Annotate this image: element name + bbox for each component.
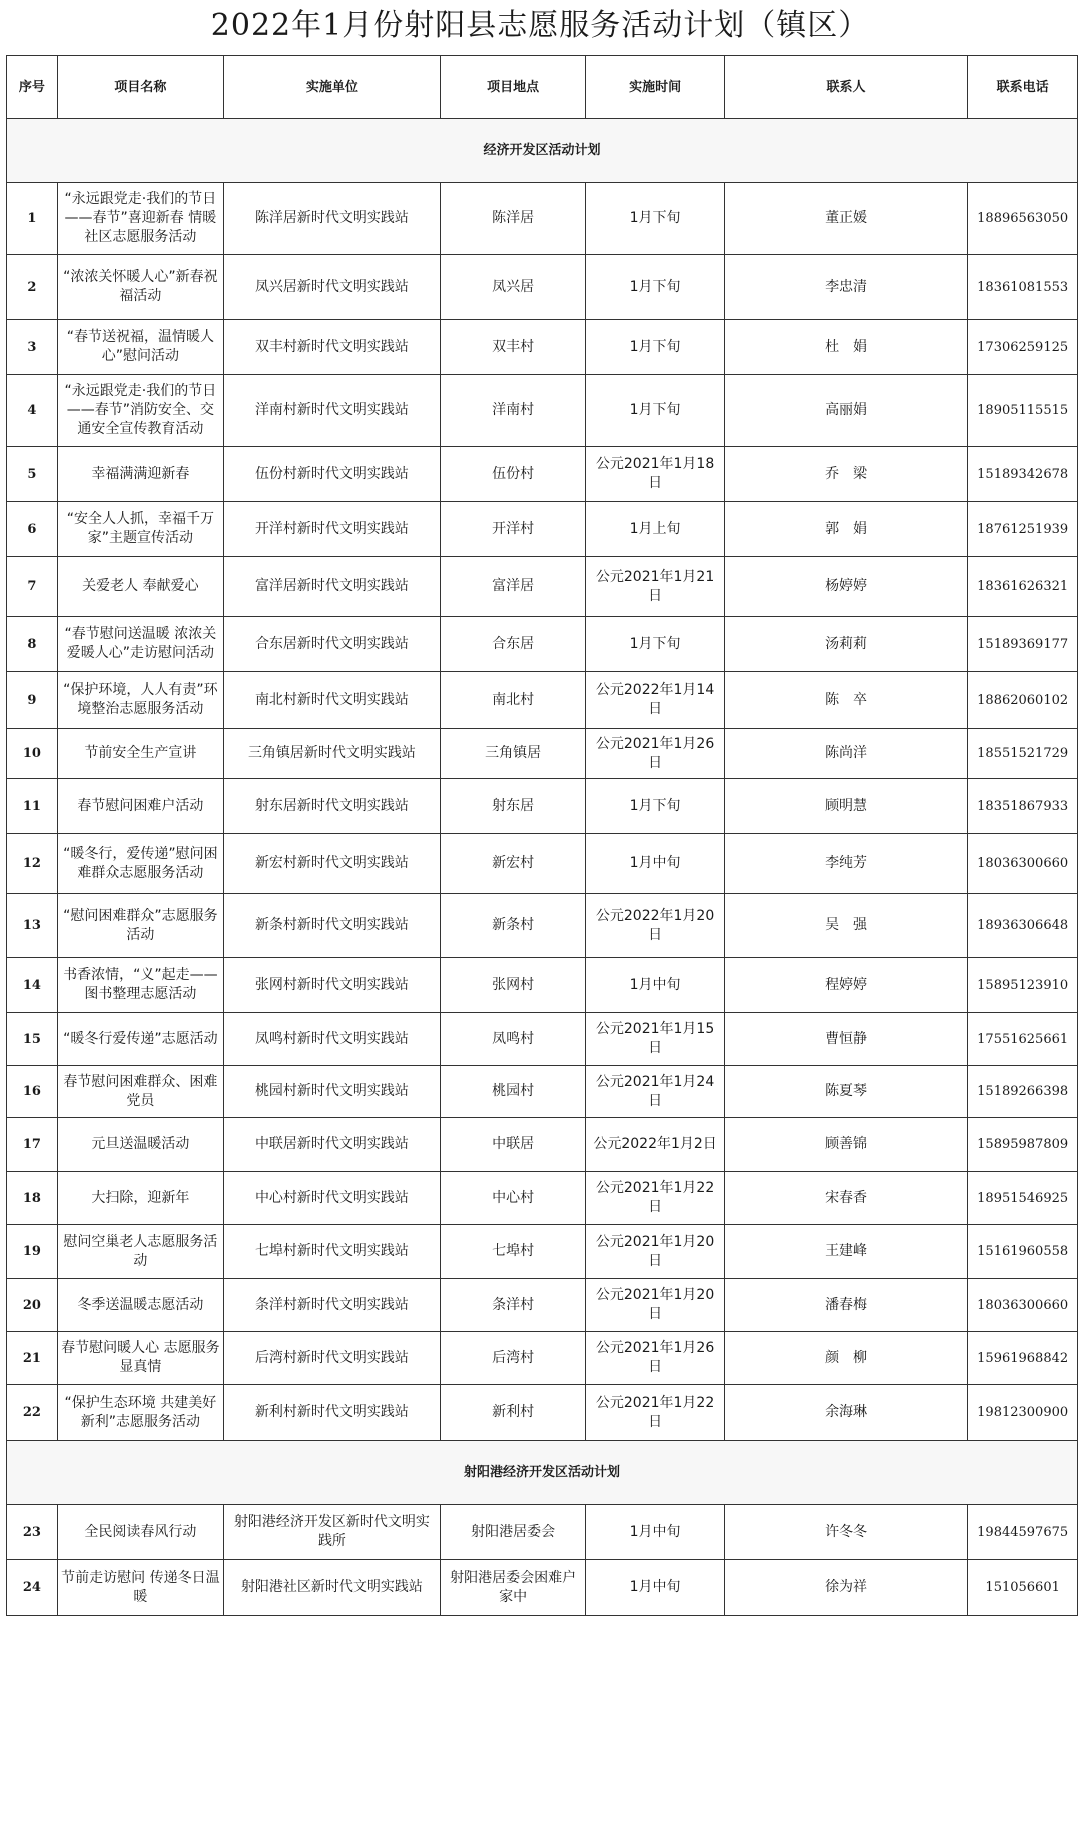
cell-no: 23 [7, 1505, 58, 1560]
cell-project-name: 大扫除，迎新年 [57, 1172, 223, 1225]
table-row [7, 1172, 1078, 1225]
table-row [7, 255, 1078, 320]
cell-project-name: “安全人人抓，幸福千万家”主题宣传活动 [57, 502, 223, 557]
cell-project-name: “春节送祝福，温情暖人心”慰问活动 [57, 320, 223, 375]
cell-phone: 18761251939 [968, 502, 1078, 557]
table-row [7, 1118, 1078, 1172]
cell-place: 射阳港居委会 [440, 1505, 585, 1560]
section-row [7, 119, 1078, 183]
cell-time: 公元2021年1月18日 [586, 447, 724, 502]
cell-no: 17 [7, 1118, 58, 1172]
cell-no: 13 [7, 894, 58, 958]
cell-time: 公元2021年1月24日 [586, 1066, 724, 1118]
cell-phone: 18862060102 [968, 672, 1078, 729]
cell-place: 射东居 [440, 779, 585, 834]
table-row [7, 729, 1078, 779]
cell-contact: 吴 强 [724, 894, 968, 958]
cell-phone: 18951546925 [968, 1172, 1078, 1225]
cell-project-name: “暖冬行，爱传递”慰问困难群众志愿服务活动 [57, 834, 223, 894]
cell-project-name: “永远跟党走·我们的节日——春节”消防安全、交通安全宣传教育活动 [57, 375, 223, 447]
cell-time: 公元2022年1月20日 [586, 894, 724, 958]
cell-place: 凤兴居 [440, 255, 585, 320]
cell-phone: 18036300660 [968, 1279, 1078, 1332]
header-unit: 实施单位 [223, 56, 440, 119]
cell-no: 24 [7, 1560, 58, 1616]
cell-unit: 三角镇居新时代文明实践站 [223, 729, 440, 779]
cell-contact: 曹恒静 [724, 1013, 968, 1066]
cell-project-name: 节前安全生产宣讲 [57, 729, 223, 779]
cell-unit: 张网村新时代文明实践站 [223, 958, 440, 1013]
cell-project-name: “春节慰问送温暖 浓浓关爱暖人心”走访慰问活动 [57, 617, 223, 672]
cell-unit: 富洋居新时代文明实践站 [223, 557, 440, 617]
cell-time: 公元2021年1月26日 [586, 729, 724, 779]
cell-phone: 15189266398 [968, 1066, 1078, 1118]
cell-contact: 陈 卒 [724, 672, 968, 729]
cell-project-name: 全民阅读春风行动 [57, 1505, 223, 1560]
cell-project-name: 节前走访慰问 传递冬日温暖 [57, 1560, 223, 1616]
cell-place: 张网村 [440, 958, 585, 1013]
cell-phone: 18036300660 [968, 834, 1078, 894]
cell-project-name: “暖冬行爱传递”志愿活动 [57, 1013, 223, 1066]
header-contact: 联系人 [724, 56, 968, 119]
cell-unit: 合东居新时代文明实践站 [223, 617, 440, 672]
cell-time: 1月中旬 [586, 1560, 724, 1616]
cell-no: 7 [7, 557, 58, 617]
cell-phone: 17306259125 [968, 320, 1078, 375]
cell-no: 3 [7, 320, 58, 375]
cell-contact: 陈夏琴 [724, 1066, 968, 1118]
cell-unit: 射东居新时代文明实践站 [223, 779, 440, 834]
cell-project-name: “永远跟党走·我们的节日——春节”喜迎新春 情暖社区志愿服务活动 [57, 183, 223, 255]
cell-phone: 15189369177 [968, 617, 1078, 672]
table-row [7, 1013, 1078, 1066]
cell-contact: 陈尚洋 [724, 729, 968, 779]
cell-no: 8 [7, 617, 58, 672]
table-row [7, 375, 1078, 447]
cell-contact: 潘春梅 [724, 1279, 968, 1332]
cell-unit: 中心村新时代文明实践站 [223, 1172, 440, 1225]
cell-place: 开洋村 [440, 502, 585, 557]
section-row [7, 1441, 1078, 1505]
cell-place: 射阳港居委会困难户家中 [440, 1560, 585, 1616]
table-row [7, 1225, 1078, 1279]
cell-no: 21 [7, 1332, 58, 1385]
cell-no: 15 [7, 1013, 58, 1066]
cell-place: 桃园村 [440, 1066, 585, 1118]
cell-unit: 射阳港社区新时代文明实践站 [223, 1560, 440, 1616]
cell-time: 公元2022年1月2日 [586, 1118, 724, 1172]
cell-project-name: 慰问空巢老人志愿服务活动 [57, 1225, 223, 1279]
cell-time: 公元2021年1月22日 [586, 1385, 724, 1441]
cell-phone: 15895987809 [968, 1118, 1078, 1172]
cell-contact: 宋春香 [724, 1172, 968, 1225]
cell-unit: 凤鸣村新时代文明实践站 [223, 1013, 440, 1066]
cell-place: 陈洋居 [440, 183, 585, 255]
cell-time: 公元2021年1月20日 [586, 1279, 724, 1332]
cell-unit: 条洋村新时代文明实践站 [223, 1279, 440, 1332]
cell-place: 中联居 [440, 1118, 585, 1172]
cell-phone: 18551521729 [968, 729, 1078, 779]
cell-place: 新利村 [440, 1385, 585, 1441]
cell-contact: 杨婷婷 [724, 557, 968, 617]
cell-unit: 双丰村新时代文明实践站 [223, 320, 440, 375]
table-row [7, 1505, 1078, 1560]
cell-unit: 新条村新时代文明实践站 [223, 894, 440, 958]
table-row [7, 617, 1078, 672]
cell-unit: 桃园村新时代文明实践站 [223, 1066, 440, 1118]
cell-phone: 19844597675 [968, 1505, 1078, 1560]
cell-no: 11 [7, 779, 58, 834]
cell-no: 4 [7, 375, 58, 447]
cell-contact: 杜 娟 [724, 320, 968, 375]
table-row [7, 502, 1078, 557]
cell-phone: 15161960558 [968, 1225, 1078, 1279]
cell-time: 1月下旬 [586, 375, 724, 447]
cell-time: 公元2021年1月22日 [586, 1172, 724, 1225]
table-row [7, 1332, 1078, 1385]
cell-unit: 开洋村新时代文明实践站 [223, 502, 440, 557]
cell-project-name: 书香浓情，“义”起走——图书整理志愿活动 [57, 958, 223, 1013]
table-row [7, 958, 1078, 1013]
cell-phone: 15895123910 [968, 958, 1078, 1013]
cell-time: 1月中旬 [586, 834, 724, 894]
table-row [7, 779, 1078, 834]
activity-table [6, 55, 1078, 1616]
cell-place: 后湾村 [440, 1332, 585, 1385]
cell-no: 2 [7, 255, 58, 320]
cell-project-name: 春节慰问困难群众、困难党员 [57, 1066, 223, 1118]
cell-unit: 七埠村新时代文明实践站 [223, 1225, 440, 1279]
cell-project-name: 春节慰问困难户活动 [57, 779, 223, 834]
cell-no: 16 [7, 1066, 58, 1118]
table-row [7, 1066, 1078, 1118]
cell-unit: 后湾村新时代文明实践站 [223, 1332, 440, 1385]
cell-contact: 董正媛 [724, 183, 968, 255]
cell-time: 1月上旬 [586, 502, 724, 557]
table-header-row [7, 56, 1078, 119]
cell-unit: 射阳港经济开发区新时代文明实践所 [223, 1505, 440, 1560]
cell-phone: 18361081553 [968, 255, 1078, 320]
cell-unit: 洋南村新时代文明实践站 [223, 375, 440, 447]
cell-phone: 18896563050 [968, 183, 1078, 255]
cell-contact: 程婷婷 [724, 958, 968, 1013]
cell-unit: 南北村新时代文明实践站 [223, 672, 440, 729]
table-body [7, 119, 1078, 1616]
section-title: 经济开发区活动计划 [7, 119, 1078, 183]
cell-time: 1月下旬 [586, 617, 724, 672]
cell-place: 新条村 [440, 894, 585, 958]
cell-no: 19 [7, 1225, 58, 1279]
cell-no: 1 [7, 183, 58, 255]
cell-time: 1月下旬 [586, 255, 724, 320]
cell-project-name: 元旦送温暖活动 [57, 1118, 223, 1172]
cell-place: 合东居 [440, 617, 585, 672]
cell-no: 6 [7, 502, 58, 557]
cell-phone: 15961968842 [968, 1332, 1078, 1385]
cell-unit: 新宏村新时代文明实践站 [223, 834, 440, 894]
cell-contact: 汤莉莉 [724, 617, 968, 672]
cell-unit: 陈洋居新时代文明实践站 [223, 183, 440, 255]
cell-time: 1月中旬 [586, 958, 724, 1013]
cell-time: 公元2021年1月20日 [586, 1225, 724, 1279]
cell-no: 22 [7, 1385, 58, 1441]
cell-project-name: 冬季送温暖志愿活动 [57, 1279, 223, 1332]
cell-phone: 18361626321 [968, 557, 1078, 617]
document-title: 2022年1月份射阳县志愿服务活动计划（镇区） [210, 8, 870, 43]
cell-contact: 乔 梁 [724, 447, 968, 502]
table-row [7, 834, 1078, 894]
table-row [7, 1279, 1078, 1332]
cell-place: 富洋居 [440, 557, 585, 617]
cell-place: 新宏村 [440, 834, 585, 894]
cell-phone: 18905115515 [968, 375, 1078, 447]
watermark-mask [930, 1755, 1080, 1825]
cell-place: 凤鸣村 [440, 1013, 585, 1066]
table-row [7, 1560, 1078, 1616]
cell-contact: 徐为祥 [724, 1560, 968, 1616]
cell-contact: 郭 娟 [724, 502, 968, 557]
cell-time: 1月下旬 [586, 183, 724, 255]
cell-no: 18 [7, 1172, 58, 1225]
cell-project-name: “浓浓关怀暖人心”新春祝福活动 [57, 255, 223, 320]
cell-project-name: 关爱老人 奉献爱心 [57, 557, 223, 617]
cell-contact: 李纯芳 [724, 834, 968, 894]
cell-contact: 许冬冬 [724, 1505, 968, 1560]
cell-project-name: 春节慰问暖人心 志愿服务显真情 [57, 1332, 223, 1385]
cell-time: 1月下旬 [586, 779, 724, 834]
cell-unit: 中联居新时代文明实践站 [223, 1118, 440, 1172]
cell-place: 条洋村 [440, 1279, 585, 1332]
header-time: 实施时间 [586, 56, 724, 119]
header-no: 序号 [7, 56, 58, 119]
cell-phone: 19812300900 [968, 1385, 1078, 1441]
cell-no: 10 [7, 729, 58, 779]
cell-no: 14 [7, 958, 58, 1013]
cell-place: 南北村 [440, 672, 585, 729]
cell-project-name: “保护环境，人人有责”环境整治志愿服务活动 [57, 672, 223, 729]
table-row [7, 320, 1078, 375]
header-phone: 联系电话 [968, 56, 1078, 119]
cell-phone: 18351867933 [968, 779, 1078, 834]
cell-unit: 新利村新时代文明实践站 [223, 1385, 440, 1441]
cell-time: 1月下旬 [586, 320, 724, 375]
cell-no: 12 [7, 834, 58, 894]
cell-contact: 顾善锦 [724, 1118, 968, 1172]
cell-no: 9 [7, 672, 58, 729]
cell-unit: 凤兴居新时代文明实践站 [223, 255, 440, 320]
cell-no: 20 [7, 1279, 58, 1332]
cell-time: 公元2022年1月14日 [586, 672, 724, 729]
cell-time: 公元2021年1月26日 [586, 1332, 724, 1385]
cell-contact: 颜 柳 [724, 1332, 968, 1385]
cell-contact: 王建峰 [724, 1225, 968, 1279]
cell-contact: 李忠清 [724, 255, 968, 320]
cell-place: 伍份村 [440, 447, 585, 502]
cell-place: 双丰村 [440, 320, 585, 375]
cell-time: 公元2021年1月15日 [586, 1013, 724, 1066]
cell-time: 公元2021年1月21日 [586, 557, 724, 617]
header-name: 项目名称 [57, 56, 223, 119]
cell-phone: 151056601 [968, 1560, 1078, 1616]
cell-project-name: 幸福满满迎新春 [57, 447, 223, 502]
cell-unit: 伍份村新时代文明实践站 [223, 447, 440, 502]
cell-project-name: “慰问困难群众”志愿服务活动 [57, 894, 223, 958]
table-row [7, 672, 1078, 729]
cell-place: 中心村 [440, 1172, 585, 1225]
section-title: 射阳港经济开发区活动计划 [7, 1441, 1078, 1505]
table-row [7, 557, 1078, 617]
table-row [7, 183, 1078, 255]
cell-phone: 18936306648 [968, 894, 1078, 958]
cell-contact: 顾明慧 [724, 779, 968, 834]
cell-no: 5 [7, 447, 58, 502]
cell-project-name: “保护生态环境 共建美好新利”志愿服务活动 [57, 1385, 223, 1441]
cell-place: 三角镇居 [440, 729, 585, 779]
cell-phone: 15189342678 [968, 447, 1078, 502]
table-row [7, 894, 1078, 958]
table-row [7, 447, 1078, 502]
cell-contact: 高丽娟 [724, 375, 968, 447]
cell-place: 七埠村 [440, 1225, 585, 1279]
cell-contact: 余海琳 [724, 1385, 968, 1441]
cell-phone: 17551625661 [968, 1013, 1078, 1066]
header-place: 项目地点 [440, 56, 585, 119]
cell-place: 洋南村 [440, 375, 585, 447]
table-row [7, 1385, 1078, 1441]
cell-time: 1月中旬 [586, 1505, 724, 1560]
